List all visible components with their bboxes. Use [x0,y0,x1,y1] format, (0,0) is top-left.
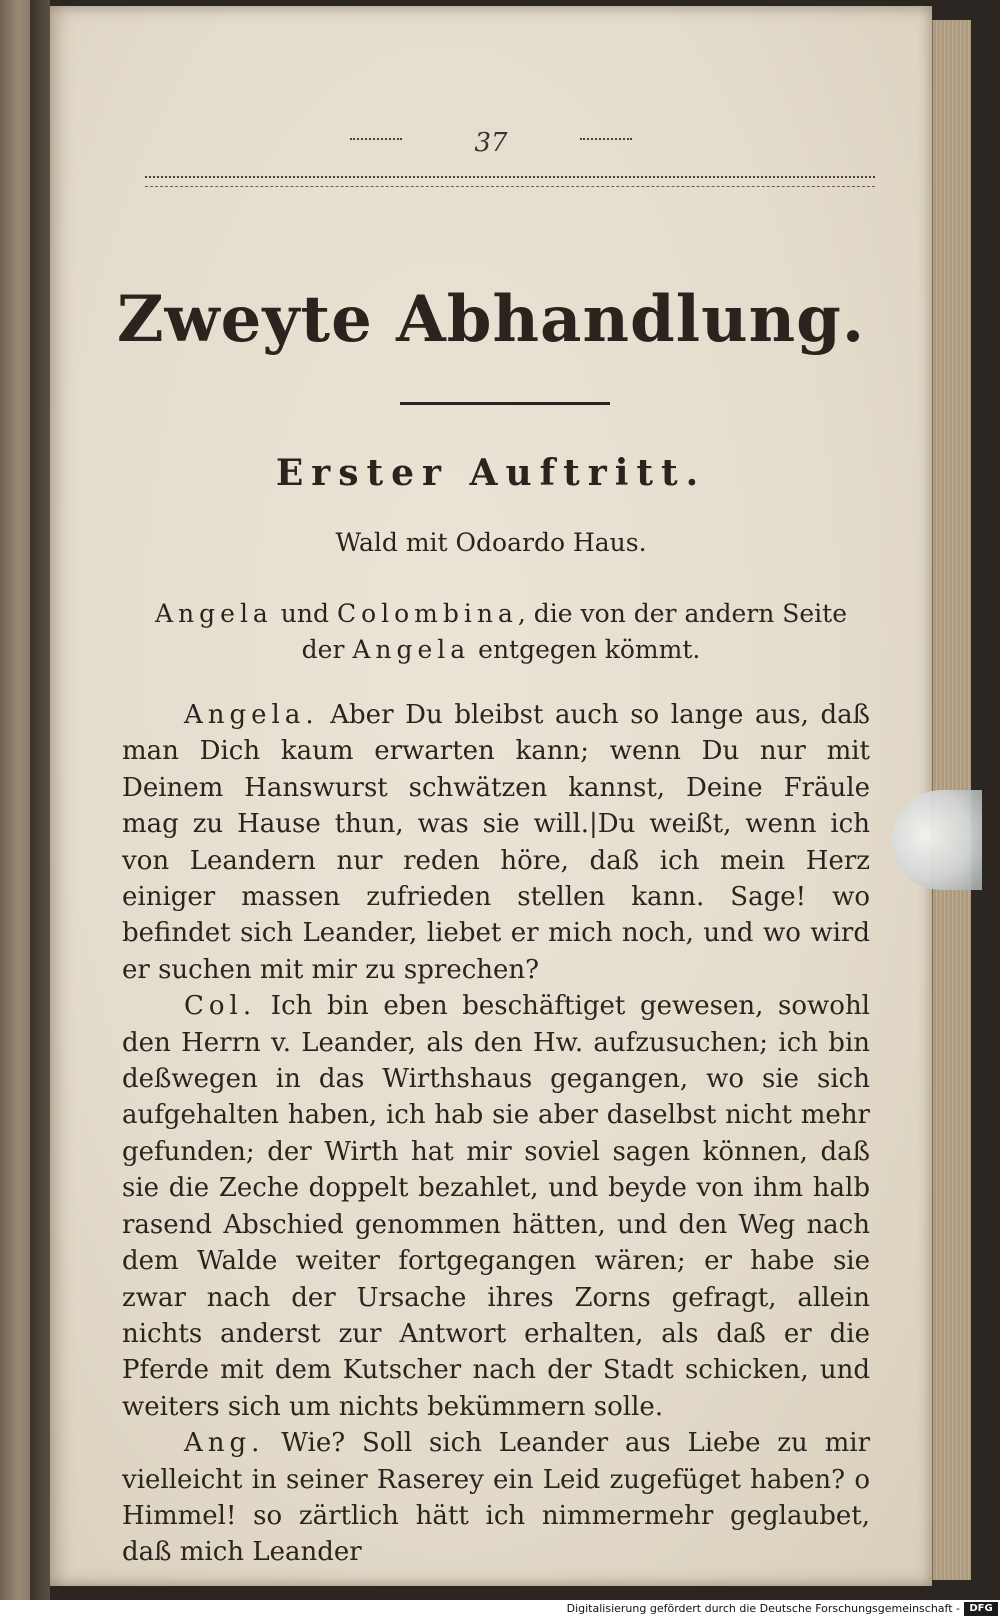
page-number: 37 [474,128,508,158]
footer-credit: Digitalisierung gefördert durch die Deutsche Forschungsgemeinschaft - [566,1602,960,1615]
stage-direction [132,596,870,668]
footer-bar [0,1600,1000,1620]
speaker-name: Angela [352,635,471,664]
page-clip [892,790,982,890]
header-ornament-right [580,138,632,140]
dialogue-paragraph [122,1425,870,1571]
scene-setting: Wald mit Odoardo Haus. [335,528,647,557]
speaker-name: Ang. [184,1428,265,1459]
stage-direction-text: entgegen kömmt. [470,635,701,664]
speaker-name: Angela. [184,700,319,730]
book-gutter [30,0,50,1600]
speaker-name: Col. [184,991,257,1022]
stage-direction-text: und [272,599,337,628]
dfg-logo: DFG [964,1602,998,1616]
dialogue-text: Aber Du bleibst auch so lange aus, daß man Dich kaum erwarten kann; wenn Du nur mit Deinem Hanswurst schwätzen kannst, Deine Fräule mag zu Hause thun, was sie will.|Du weißt, wenn ich von Leandern nur reden höre, daß ich mein Herz einiger massen zufrieden stellen kann. Sage! wo befindet sich Leander, liebet er mich noch, und wo wird er suchen mit mir zu sprechen? [122,700,870,985]
dialogue-text: Ich bin eben beschäftiget gewesen, sowohl den Herrn v. Leander, als den Hw. aufzusuchen; ich bin deßwegen in das Wirthshaus gegangen, wo sie sich aufgehalten haben, ich hab sie aber daselbst nicht mehr gefunden; der Wirth hat mir soviel sagen können, daß sie die Zeche doppelt bezahlet, und beyde von ihm halb rasend Abschied genommen hätten, und den Weg nach dem Walde weiter fortgegangen wären; er habe sie zwar nach der Ursache ihres Zorns gefragt, allein nichts anderst zur Antwort erhalten, als daß er die Pferde mit dem Kutscher nach der Stadt schicken, und weiters sich um nichts bekümmern solle. [122,991,870,1422]
speaker-name: Angela [154,599,273,628]
page-header [50,128,932,158]
title-rule [400,402,610,405]
scene-heading: Erster Auftritt. [275,452,707,494]
speaker-name: Colombina [336,599,518,628]
dialogue-paragraph [122,697,870,988]
stage-direction-text: , die von der andern Seite der [301,599,848,664]
dialogue-paragraph [122,988,870,1425]
left-page-edge [0,0,30,1600]
header-rule [145,176,875,187]
dialogue-text: Wie? Soll sich Leander aus Liebe zu mir vielleicht in seiner Raserey ein Leid zugefüget haben? o Himmel! so zärtlich hätt ich nimmermehr geglaubet, daß mich Leander [122,1428,870,1568]
dialogue-body [122,697,870,1571]
act-title: Zweyte Abhandlung. [116,282,866,357]
